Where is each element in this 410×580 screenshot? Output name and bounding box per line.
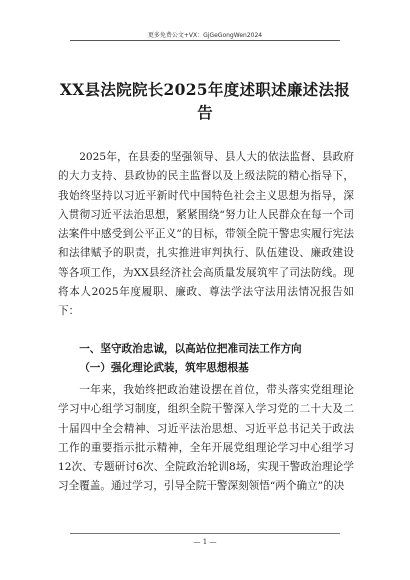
intro-paragraph: 2025年，在县委的坚强领导、县人大的依法监督、县政府的大力支持、县政协的民主监督以及上级法院的精心指导下，我始终坚持以习近平新时代中国特色社会主义思想为指导，深入贯彻习近平法治思想，紧紧围绕“努力让人民群众在每一个司法案件中感受到公平正义”的目标，带领全院干警忠实履行宪法和法律赋予的职责，扎实推进审判执行、队伍建设、廉政建设等各项工作，为XX县经济社会高质量发展筑牢了司法防线。现将本人2025年度履职、廉政、尊法学法守法用法情况报告如下： xyxy=(58,151,354,318)
page-number: — 1 — xyxy=(193,538,217,546)
section-heading: 一、坚守政治忠诚，以高站位把准司法工作方向 xyxy=(79,343,302,355)
header-note: 更多免费公文+VX：GjGeGongWen2024 xyxy=(147,32,263,39)
header-divider xyxy=(70,40,340,41)
subsection-heading: （一）强化理论武装，筑牢思想根基 xyxy=(79,362,249,374)
footer-divider xyxy=(70,533,340,534)
document-title: XX县法院院长2025年度述职述廉述法报告 xyxy=(59,80,351,122)
subsection-paragraph: 一年来，我始终把政治建设摆在首位，带头落实党组理论学习中心组学习制度，组织全院干警深入学习党的二十大及二十届四中全会精神、习近平法治思想、习近平总书记关于政法工作的重要指示批示精神，全年开展党组理论学习中心组学习12次、专题研讨6次、全院政治轮训8场，实现干警政治理论学习全覆盖。通过学习，引导全院干警深刻领悟“两个确立”的决 xyxy=(58,384,354,493)
